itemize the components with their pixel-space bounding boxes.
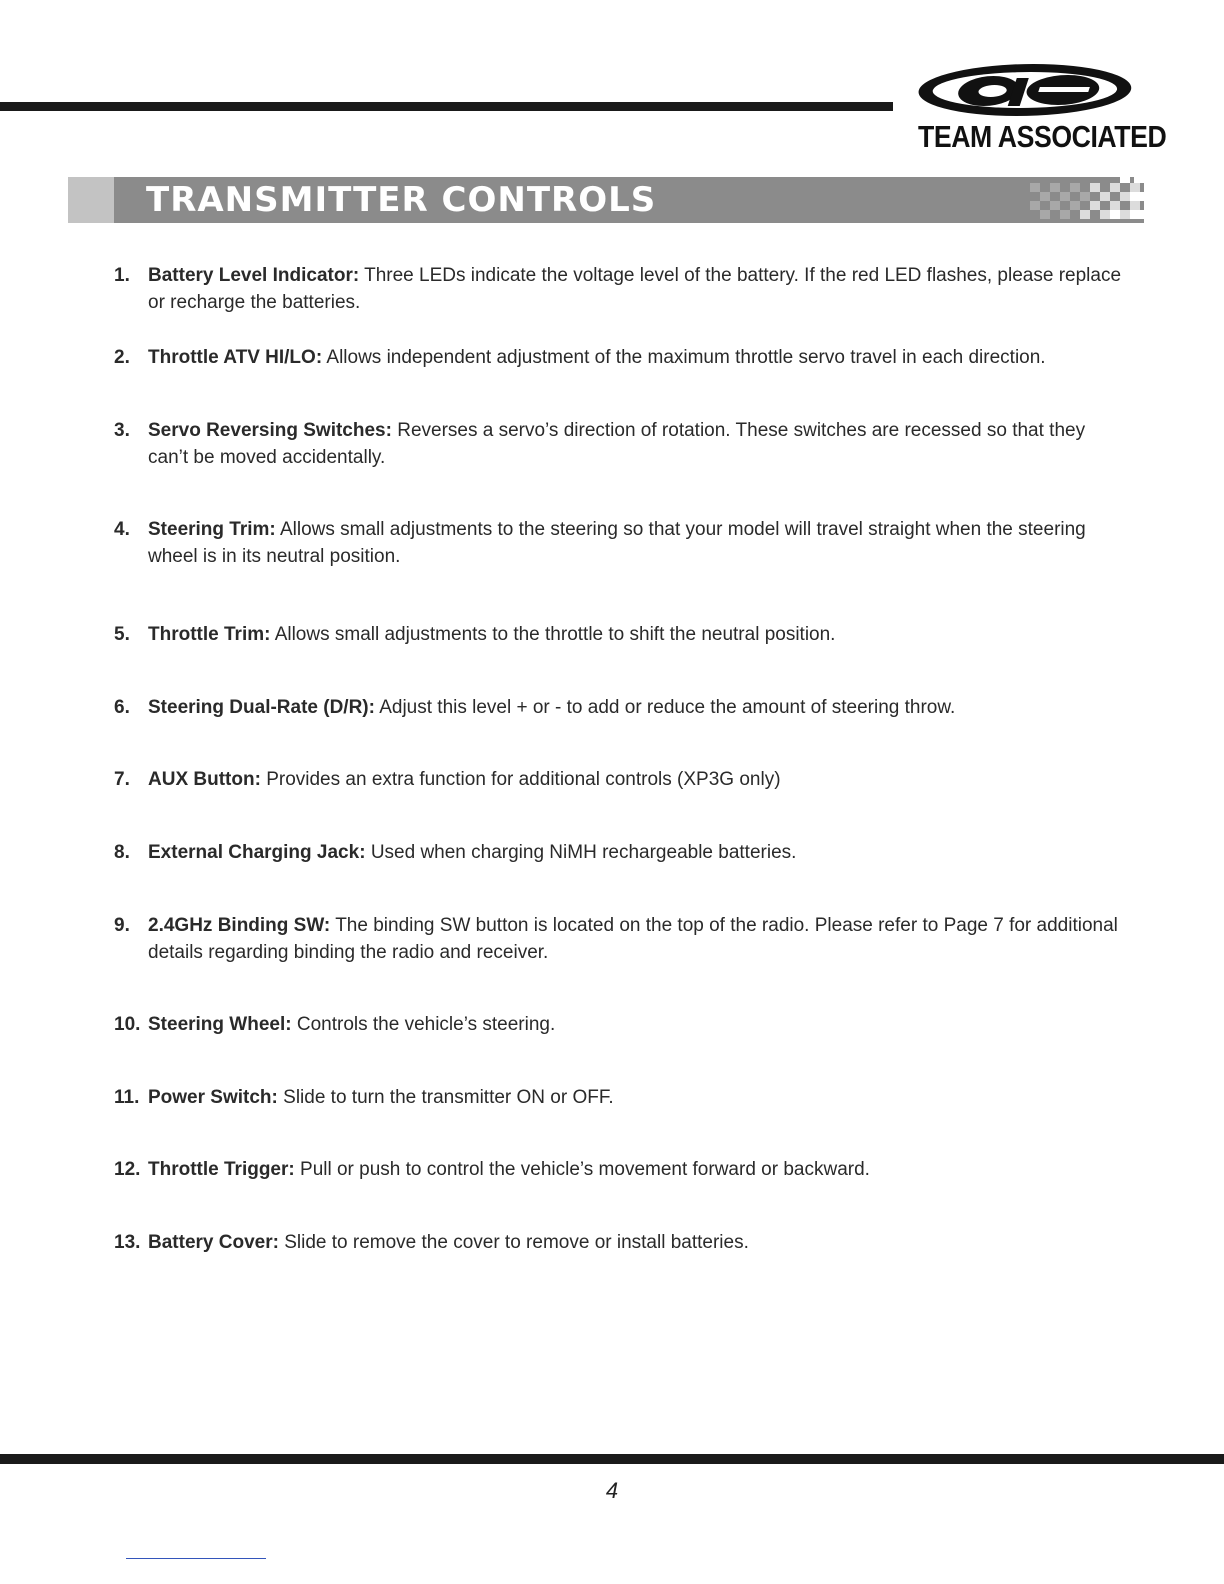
item-number: 2. (114, 347, 130, 368)
item-term: Steering Dual-Rate (D/R): (148, 697, 375, 718)
item-number: 8. (114, 842, 130, 863)
list-item (114, 694, 1124, 721)
section-header-bar (68, 177, 1144, 223)
svg-text:ae: ae (912, 62, 914, 63)
item-number: 13. (114, 1232, 141, 1253)
section-header-accent (68, 177, 114, 223)
item-term: Servo Reversing Switches: (148, 420, 392, 441)
item-number: 10. (114, 1014, 141, 1035)
section-title: TRANSMITTER CONTROLS (146, 180, 657, 220)
item-term: AUX Button: (148, 769, 261, 790)
ae-logo-mark-icon (912, 62, 1148, 118)
checkered-flag-pattern (1026, 177, 1144, 223)
item-term: Battery Level Indicator: (148, 265, 360, 286)
item-description: The binding SW button is located on the top of the radio. Please refer to Page 7 for additional details regarding binding the radio and receiver. (148, 915, 1118, 963)
footer-link-underline (126, 1558, 266, 1559)
item-description: Controls the vehicle’s steering. (296, 1014, 556, 1035)
list-item (114, 1011, 1124, 1038)
list-item (114, 417, 1124, 471)
item-term: Steering Trim: (148, 519, 276, 540)
item-description: Allows small adjustments to the throttle to shift the neutral position. (274, 624, 836, 645)
item-description: Slide to remove the cover to remove or install batteries. (284, 1232, 749, 1253)
footer-rule (0, 1454, 1224, 1464)
item-term: External Charging Jack: (148, 842, 366, 863)
item-number: 3. (114, 420, 130, 441)
item-number: 12. (114, 1159, 141, 1180)
item-term: 2.4GHz Binding SW: (148, 915, 331, 936)
item-description: Allows small adjustments to the steering so that your model will travel straight when the steering wheel is in its neutral position. (148, 519, 1086, 567)
item-term: Throttle Trim: (148, 624, 271, 645)
list-item (114, 839, 1124, 866)
item-number: 11. (114, 1087, 140, 1108)
item-number: 6. (114, 697, 130, 718)
item-term: Power Switch: (148, 1087, 278, 1108)
item-number: 1. (114, 265, 130, 286)
item-description: Reverses a servo’s direction of rotation. These switches are recessed so that they can’t be moved accidentally. (148, 420, 1086, 468)
list-item (114, 912, 1124, 966)
list-item (114, 344, 1124, 371)
team-associated-logo (912, 62, 1167, 158)
item-description: Allows independent adjustment of the maximum throttle servo travel in each direction. (326, 347, 1046, 368)
item-description: Three LEDs indicate the voltage level of the battery. If the red LED flashes, please replace or recharge the batteries. (148, 265, 1122, 313)
item-term: Throttle ATV HI/LO: (148, 347, 323, 368)
list-item (114, 621, 1124, 648)
item-description: Slide to turn the transmitter ON or OFF. (283, 1087, 614, 1108)
list-item (114, 1156, 1124, 1183)
item-term: Battery Cover: (148, 1232, 279, 1253)
list-item (114, 262, 1124, 316)
item-term: Steering Wheel: (148, 1014, 292, 1035)
item-description: Adjust this level + or - to add or reduce the amount of steering throw. (379, 697, 956, 718)
header-rule (0, 102, 893, 111)
page-number: 4 (605, 1478, 619, 1503)
list-item (114, 1084, 1124, 1111)
item-number: 5. (114, 624, 130, 645)
item-term: Throttle Trigger: (148, 1159, 295, 1180)
item-number: 7. (114, 769, 130, 790)
list-item (114, 516, 1124, 570)
item-number: 9. (114, 915, 130, 936)
list-item (114, 1229, 1124, 1256)
brand-name: TEAM ASSOCIATED (918, 119, 1167, 154)
item-number: 4. (114, 519, 130, 540)
item-description: Used when charging NiMH rechargeable batteries. (370, 842, 797, 863)
list-item (114, 766, 1124, 793)
item-description: Provides an extra function for additional controls (XP3G only) (266, 769, 781, 790)
item-description: Pull or push to control the vehicle’s movement forward or backward. (300, 1159, 870, 1180)
